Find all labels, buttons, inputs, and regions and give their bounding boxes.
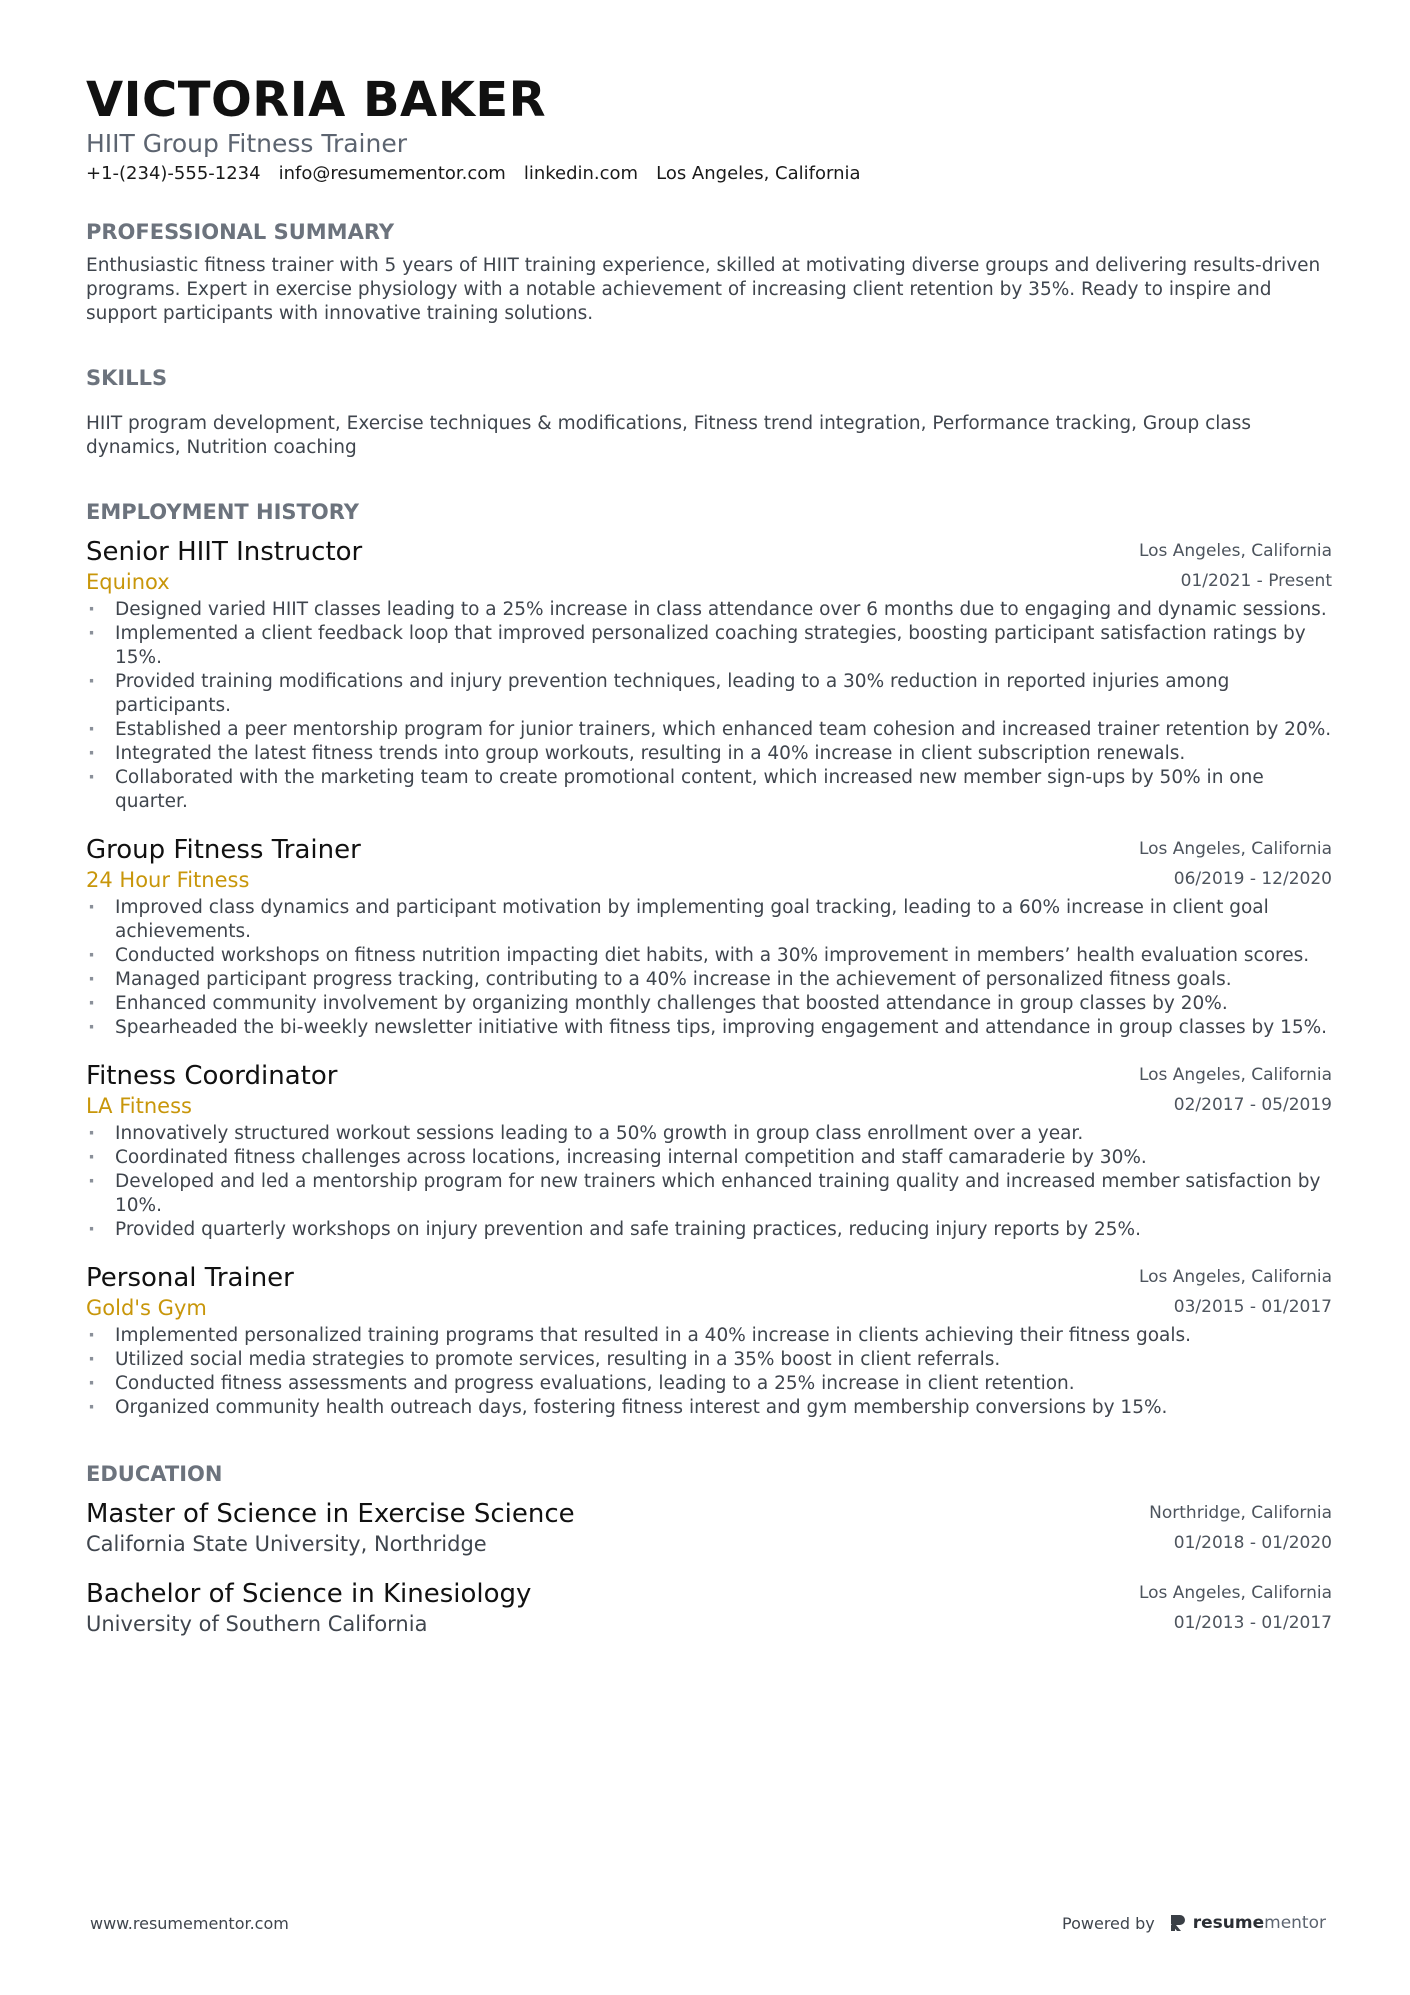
- job-title-block: [86, 834, 361, 894]
- job-location: Los Angeles, California: [1138, 1267, 1332, 1287]
- education-entry: [86, 1498, 1332, 1558]
- job-title: Group Fitness Trainer: [86, 835, 361, 865]
- job-header: [86, 1060, 1332, 1120]
- contact-linkedin[interactable]: linkedin.com: [523, 163, 639, 184]
- job-header: [86, 536, 1332, 596]
- job-location: Los Angeles, California: [1138, 1065, 1332, 1085]
- education-meta: [1139, 1578, 1332, 1638]
- education-location: Northridge, California: [1149, 1503, 1332, 1523]
- job-entry: [86, 1262, 1332, 1420]
- education-meta: [1149, 1498, 1332, 1558]
- job-bullets: [86, 896, 1332, 1040]
- job-header: [86, 1262, 1332, 1322]
- job-entry: [86, 536, 1332, 814]
- brand-name-strong: resume: [1192, 1913, 1265, 1933]
- job-bullet: · Designed varied HIIT classes leading to a 25% increase in class attendance over 6 months due to engaging and dynamic sessions.: [86, 598, 1332, 622]
- employment-section: [86, 498, 1332, 1420]
- skills-section: [86, 364, 1332, 460]
- education-dates: 01/2018 - 01/2020: [1173, 1533, 1332, 1553]
- job-location: Los Angeles, California: [1138, 541, 1332, 561]
- job-bullet: · Provided quarterly workshops on injury prevention and safe training practices, reducing injury reports by 25%.: [86, 1218, 1332, 1242]
- summary-section: [86, 218, 1332, 326]
- section-title-skills: SKILLS: [86, 366, 168, 390]
- job-bullet: · Collaborated with the marketing team to create promotional content, which increased new member sign-ups by 50% in one quarter.: [86, 766, 1332, 814]
- job-company: Equinox: [86, 570, 170, 594]
- footer-website-link[interactable]: www.resumementor.com: [90, 1913, 289, 1933]
- brand-logo[interactable]: [1169, 1913, 1326, 1933]
- job-bullet: · Established a peer mentorship program for junior trainers, which enhanced team cohesion and increased trainer retention by 20%.: [86, 718, 1332, 742]
- job-title: Senior HIIT Instructor: [86, 537, 363, 567]
- education-header: [86, 1578, 1332, 1638]
- candidate-name: VICTORIA BAKER: [86, 72, 547, 128]
- candidate-headline: HIIT Group Fitness Trainer: [86, 129, 407, 158]
- job-meta: [1139, 1262, 1332, 1322]
- education-degree: Bachelor of Science in Kinesiology: [86, 1579, 532, 1609]
- education-title-block: [86, 1578, 531, 1638]
- contact-location: Los Angeles, California: [656, 163, 861, 184]
- job-bullet: · Implemented a client feedback loop that improved personalized coaching strategies, boosting participant satisfaction ratings by 15%.: [86, 622, 1332, 670]
- page-footer: [90, 1913, 1326, 1933]
- brand-name-light: mentor: [1264, 1913, 1326, 1933]
- education-school: University of Southern California: [86, 1612, 428, 1636]
- skills-text: HIIT program development, Exercise techniques & modifications, Fitness trend integration, Performance tracking, Group class dynamics, Nutrition coaching: [86, 413, 1252, 458]
- job-bullet: · Managed participant progress tracking, contributing to a 40% increase in the achievement of personalized fitness goals.: [86, 968, 1332, 992]
- job-meta: [1139, 536, 1332, 596]
- section-title-education: EDUCATION: [86, 1462, 223, 1486]
- job-dates: 01/2021 - Present: [1180, 571, 1332, 591]
- section-title-summary: PROFESSIONAL SUMMARY: [86, 220, 395, 244]
- contact-phone: +1-(234)-555-1234: [86, 163, 261, 184]
- job-bullet: · Developed and led a mentorship program for new trainers which enhanced training quality and increased member satisfaction by 10%.: [86, 1170, 1332, 1218]
- powered-by-label: Powered by: [1062, 1913, 1155, 1933]
- job-dates: 02/2017 - 05/2019: [1173, 1095, 1332, 1115]
- section-title-employment: EMPLOYMENT HISTORY: [86, 500, 359, 524]
- powered-by-block: [1062, 1913, 1326, 1933]
- job-bullet: · Improved class dynamics and participant motivation by implementing goal tracking, leading to a 60% increase in client goal achievements.: [86, 896, 1332, 944]
- job-bullet: · Enhanced community involvement by organizing monthly challenges that boosted attendance in group classes by 20%.: [86, 992, 1332, 1016]
- job-entry: [86, 834, 1332, 1040]
- job-title: Personal Trainer: [86, 1263, 294, 1293]
- job-bullets: [86, 1122, 1332, 1242]
- education-title-block: [86, 1498, 575, 1558]
- job-location: Los Angeles, California: [1138, 839, 1332, 859]
- contact-email[interactable]: info@resumementor.com: [278, 163, 506, 184]
- education-header: [86, 1498, 1332, 1558]
- job-bullet: · Conducted workshops on fitness nutrition impacting diet habits, with a 30% improvement in members’ health evaluation scores.: [86, 944, 1332, 968]
- job-bullet: · Organized community health outreach days, fostering fitness interest and gym membership conversions by 15%.: [86, 1396, 1332, 1420]
- job-bullet: · Conducted fitness assessments and progress evaluations, leading to a 25% increase in client retention.: [86, 1372, 1332, 1396]
- job-title-block: [86, 1060, 337, 1120]
- job-company: 24 Hour Fitness: [86, 868, 250, 892]
- job-bullets: [86, 598, 1332, 814]
- resume-page: [86, 72, 1332, 1638]
- resume-header: [86, 72, 1332, 188]
- job-bullet: · Coordinated fitness challenges across locations, increasing internal competition and staff camaraderie by 30%.: [86, 1146, 1332, 1170]
- education-dates: 01/2013 - 01/2017: [1173, 1613, 1332, 1633]
- job-bullets: [86, 1324, 1332, 1420]
- job-title-block: [86, 536, 362, 596]
- education-location: Los Angeles, California: [1138, 1583, 1332, 1603]
- contact-line: [86, 160, 1332, 188]
- summary-text: Enthusiastic fitness trainer with 5 years of HIIT training experience, skilled at motivating diverse groups and delivering results-driven programs. Expert in exercise physiology with a notable achievement of increasing client retention by 35%. Ready to inspire and support participants with innovative training solutions.: [86, 255, 1321, 324]
- education-degree: Master of Science in Exercise Science: [86, 1499, 575, 1529]
- job-title: Fitness Coordinator: [86, 1061, 338, 1091]
- job-title-block: [86, 1262, 294, 1322]
- job-dates: 06/2019 - 12/2020: [1173, 869, 1332, 889]
- job-bullet: · Spearheaded the bi-weekly newsletter initiative with fitness tips, improving engagement and attendance in group classes by 15%.: [86, 1016, 1332, 1040]
- job-bullet: · Utilized social media strategies to promote services, resulting in a 35% boost in client referrals.: [86, 1348, 1332, 1372]
- resumementor-logo-icon: [1169, 1913, 1187, 1933]
- job-meta: [1139, 834, 1332, 894]
- job-bullet: · Integrated the latest fitness trends into group workouts, resulting in a 40% increase in client subscription renewals.: [86, 742, 1332, 766]
- job-entry: [86, 1060, 1332, 1242]
- job-dates: 03/2015 - 01/2017: [1173, 1297, 1332, 1317]
- job-bullet: · Innovatively structured workout sessions leading to a 50% growth in group class enrollment over a year.: [86, 1122, 1332, 1146]
- education-section: [86, 1460, 1332, 1638]
- job-bullet: · Provided training modifications and injury prevention techniques, leading to a 30% reduction in reported injuries among participants.: [86, 670, 1332, 718]
- education-entry: [86, 1578, 1332, 1638]
- job-company: Gold's Gym: [86, 1296, 207, 1320]
- job-header: [86, 834, 1332, 894]
- job-meta: [1139, 1060, 1332, 1120]
- job-company: LA Fitness: [86, 1094, 192, 1118]
- education-school: California State University, Northridge: [86, 1532, 487, 1556]
- job-bullet: · Implemented personalized training programs that resulted in a 40% increase in clients achieving their fitness goals.: [86, 1324, 1332, 1348]
